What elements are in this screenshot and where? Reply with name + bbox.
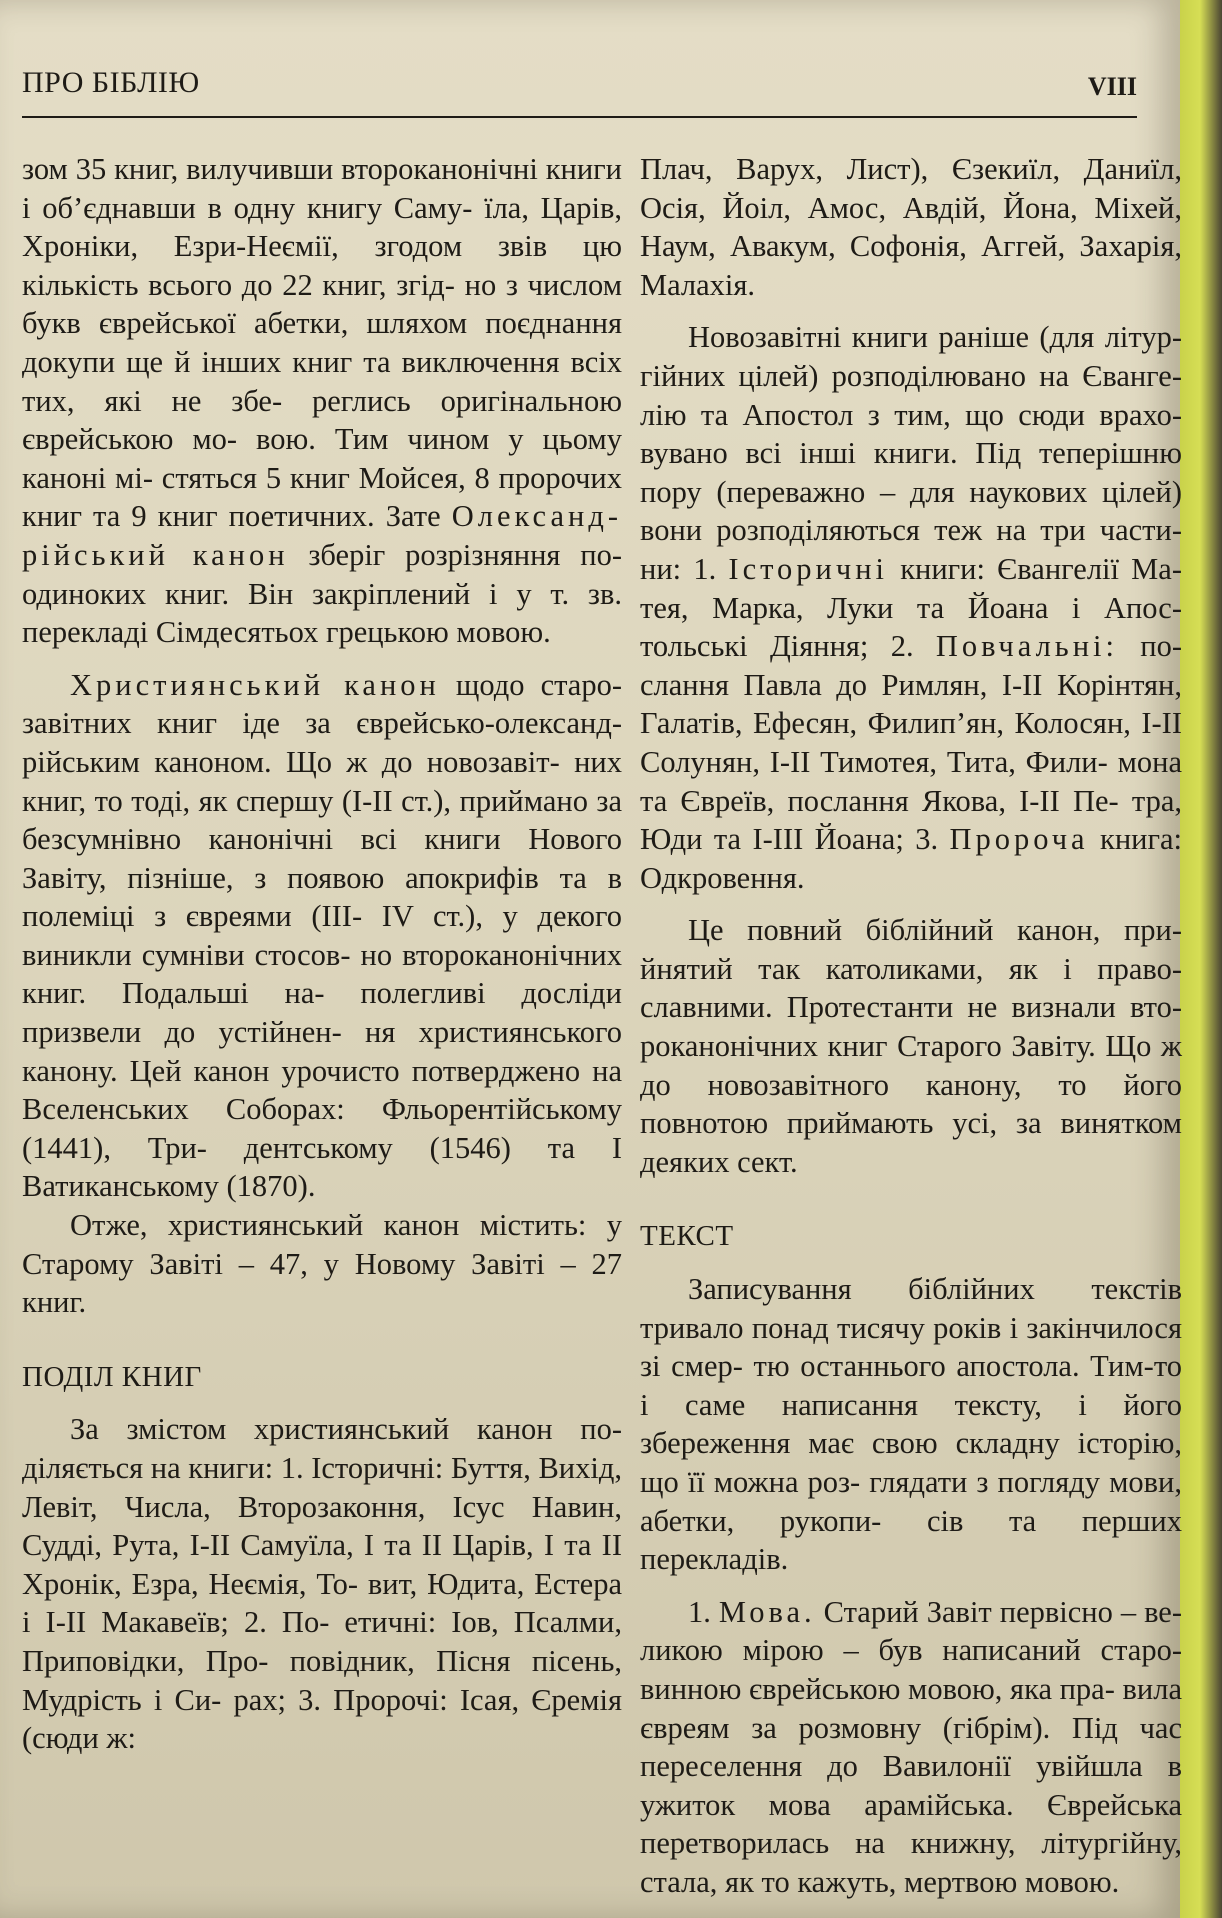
paragraph: Записування біблійних текстів тривало понад тисячу років і закінчилося зі смер- тю останнього апостола. Тим-то і саме написання тексту, і його збереження має свою складну історію, що її можна роз- глядати з погляду мови, абетки, рукопи- сів та перших перекладів.: [640, 1272, 1182, 1577]
paragraph: Це повний біблійний канон, при- йнятий так католиками, як і право- славними. Протестанти не визнали вто- роканонічних книг Старого Завіту. Що ж до новозавітного канону, то його повнотою приймають усі, за винятком деяких сект.: [640, 913, 1182, 1179]
paragraph: Християнський канон щодо старо- завітних книг іде за єврейсько-олександ- рійським каноном. Що ж до новозавіт- них книг, то тоді, як спершу (I-II ст.), приймано за безсумнівно канонічні всі книги Нового Завіту, пізніше, з появою апокрифів та в полеміці з євреями (III- IV ст.), у декого виникли сумніви стосов- но второканонічних книг. Подальші на- полегливі досліди призвели до устійнен- ня християнського канону. Цей канон урочисто потверджено на Вселенських Соборах: Фльорентійському (1441), Три- дентському (1546) та I Ватиканському (1870).: [22, 667, 622, 1204]
paragraph: За змістом християнський канон по- діляється на книги: 1. Історичні: Буття, Вихід, Левіт, Числа, Второзаконня, Ісус Навин, Судді, Рута, I-II Самуїла, I та II Царів, I та II Хронік, Езра, Неємія, То- вит, Юдита, Естера і I-II Макавеїв; 2. По- етичні: Іов, Псалми, Приповідки, Про- повідник, Пісня пісень, Мудрість і Си- рах; 3. Пророчі: Ісая, Єремія (сюди ж:: [22, 1412, 622, 1756]
paragraph: Новозавітні книги раніше (для літур- гійних цілей) розподілювано на Єванге- лію та Апостол з тим, що сюди врахо- вувано всі інші книги. Під теперішню пору (переважно – для наукових цілей) вони розподіляються теж на три части- ни: 1. Історичні книги: Євангелії Ма- тея, Марка, Луки та Йоана і Апос- тольські Діяння; 2. Повчальні: по- слання Павла до Римлян, I-II Корінтян, Галатів, Ефесян, Филип’ян, Колосян, I-II Солунян, I-II Тимотея, Тита, Фили- мона та Євреїв, послання Якова, I-II Пе- тра, Юди та I-III Йоана; 3. Пророча книга: Одкровення.: [640, 320, 1183, 895]
running-title: ПРО БІБЛІЮ: [22, 66, 200, 99]
running-header: [22, 58, 1137, 118]
paragraph: Плач, Варух, Лист), Єзекиїл, Даниїл, Осія, Йоіл, Амос, Авдій, Йона, Міхей, Наум, Авакум, Софонія, Аггей, Захарія, Малахія.: [640, 152, 1182, 302]
paragraph: Отже, християнський канон містить: у Старому Завіті – 47, у Новому Завіті – 27 книг.: [22, 1208, 622, 1320]
paragraph: 1. Мова. Старий Завіт первісно – ве- ликою мірою – був написаний старо- винною єврейською мовою, яка пра- вила євреям за розмовну (гібрім). Під час переселення до Вавилонії увійшла в ужиток мова арамійська. Єврейська перетворилась на книжну, літургійну, стала, як то кажуть, мертвою мовою.: [640, 1594, 1183, 1899]
left-column: [22, 150, 622, 1758]
section-title: ТЕКСТ: [640, 1220, 734, 1253]
right-column: [640, 150, 1182, 1902]
section-title: ПОДІЛ КНИГ: [22, 1360, 202, 1393]
page-number: VIII: [1087, 72, 1137, 101]
paragraph: зом 35 книг, вилучивши второканонічні книги і об’єднавши в одну книгу Саму- їла, Царів, Хроніки, Езри-Неємії, згодом звів цю кількість всього до 22 книг, згід- но з числом букв єврейської абетки, шляхом поєднання докупи ще й інших книг та виключення всіх тих, які не збе- реглись оригінальною єврейською мо- вою. Тим чином у цьому каноні мі- стяться 5 книг Мойсея, 8 пророчих книг та 9 книг поетичних. Зате Олександ- рійський канон зберіг розрізняння по- одиноких книг. Він закріплений і у т. зв. перекладі Сімдесятьох грецькою мовою.: [22, 152, 623, 650]
